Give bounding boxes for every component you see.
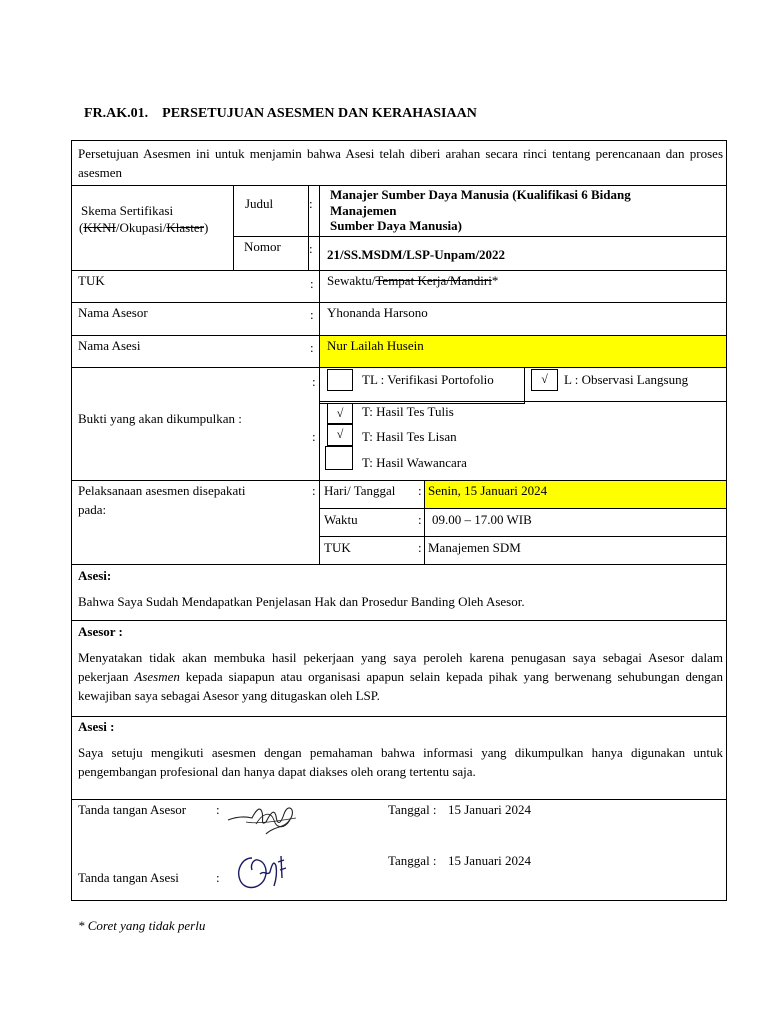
nomor-label: Nomor: [244, 239, 281, 254]
tanggal-asesor-value: 15 Januari 2024: [448, 802, 532, 817]
tanggal-asesor-label: Tanggal :: [388, 802, 437, 817]
hari-label: Hari/ Tanggal: [324, 483, 396, 498]
form-heading: PERSETUJUAN ASESMEN DAN KERAHASIAAN: [162, 106, 477, 121]
footnote: * Coret yang tidak perlu: [78, 918, 206, 933]
decl-asesi2-heading: Asesi :: [78, 719, 115, 734]
checkbox-tes-tulis[interactable]: √: [327, 403, 353, 424]
tanggal-asesi-value: 15 Januari 2024: [448, 853, 532, 868]
sign-asesi-colon: :: [216, 870, 220, 885]
asesi-signature-icon: [234, 850, 290, 894]
checkbox-tes-lisan[interactable]: √: [327, 424, 353, 446]
checkbox-wawancara[interactable]: [325, 446, 353, 470]
hari-value: Senin, 15 Januari 2024: [428, 483, 548, 498]
tuk-label: TUK: [78, 273, 105, 288]
judul-value-line1: Manajer Sumber Daya Manusia (Kualifikasi 6 Bidang: [330, 187, 631, 202]
nomor-colon: :: [309, 241, 313, 256]
judul-label: Judul: [245, 196, 274, 211]
judul-value-line3: Sumber Daya Manusia): [330, 218, 462, 233]
tanggal-asesi-label: Tanggal :: [388, 853, 437, 868]
skema-sub: (KKNI/Okupasi/Klaster): [79, 220, 209, 235]
decl-asesi1-heading: Asesi:: [78, 568, 112, 583]
waktu-label: Waktu: [324, 512, 358, 527]
judul-colon: :: [309, 196, 313, 211]
bukti-item-observasi-langsung: L : Observasi Langsung: [564, 372, 689, 387]
tuk2-colon: :: [418, 540, 422, 555]
bukti-colon-1: :: [312, 374, 316, 389]
bukti-item-tes-tulis: T: Hasil Tes Tulis: [362, 404, 454, 419]
bukti-item-verifikasi-portofolio: TL : Verifikasi Portofolio: [362, 372, 494, 387]
sign-asesor-colon: :: [216, 802, 220, 817]
nomor-value: 21/SS.MSDM/LSP-Unpam/2022: [327, 247, 506, 262]
tuk2-value: Manajemen SDM: [428, 540, 521, 555]
bukti-label: Bukti yang akan dikumpulkan :: [78, 411, 242, 426]
skema-label: Skema Sertifikasi: [81, 203, 174, 218]
sign-asesor-label: Tanda tangan Asesor: [78, 802, 187, 817]
decl-asesi1-text: Bahwa Saya Sudah Mendapatkan Penjelasan Hak dan Prosedur Banding Oleh Asesor.: [78, 594, 525, 609]
tuk-colon: :: [310, 276, 314, 291]
checkbox-verifikasi-portofolio[interactable]: [327, 369, 353, 391]
asesi-name-value: Nur Lailah Husein: [327, 338, 424, 353]
asesor-name-label: Nama Asesor: [78, 305, 148, 320]
hari-colon: :: [418, 483, 422, 498]
decl-asesi2-text: Saya setuju mengikuti asesmen dengan pemahaman bahwa informasi yang dikumpulkan hanya digunakan untuk pengembangan profesional dan hanya dapat diakses oleh orang tertentu saja.: [78, 745, 723, 779]
asesi-name-label: Nama Asesi: [78, 338, 141, 353]
asesor-colon: :: [310, 307, 314, 322]
decl-asesor-heading: Asesor :: [78, 624, 123, 639]
bukti-item-wawancara: T: Hasil Wawancara: [362, 455, 467, 470]
form-title: [84, 106, 477, 122]
sign-asesi-label: Tanda tangan Asesi: [78, 870, 179, 885]
asesor-signature-icon: [226, 800, 302, 836]
bukti-item-tes-lisan: T: Hasil Tes Lisan: [362, 429, 457, 444]
decl-asesor-text: Menyatakan tidak akan membuka hasil pekerjaan yang saya peroleh karena penugasan saya sebagai Asesor dalam pekerjaan Asesmen kepada siapapun atau organisasi apapun selain kepada pihak yang berwenang sehubungan dengan kewajiban saya sebagai Asesor yang ditugaskan oleh LSP.: [78, 650, 724, 703]
checkbox-observasi-langsung[interactable]: √: [531, 369, 558, 391]
asesor-name-value: Yhonanda Harsono: [327, 305, 428, 320]
tuk2-label: TUK: [324, 540, 351, 555]
waktu-value: 09.00 – 17.00 WIB: [432, 512, 532, 527]
tuk-value: Sewaktu/Tempat Kerja/Mandiri*: [327, 273, 499, 288]
form-code: FR.AK.01.: [84, 106, 149, 121]
judul-value-line2: Manajemen: [330, 203, 397, 218]
pelaksanaan-label-line2: pada:: [78, 502, 107, 517]
intro-text: Persetujuan Asesmen ini untuk menjamin bahwa Asesi telah diberi arahan secara rinci tentang perencanaan dan proses asesmen: [78, 146, 723, 180]
bukti-colon-2: :: [312, 429, 316, 444]
pelaksanaan-colon: :: [312, 483, 316, 498]
pelaksanaan-label-line1: Pelaksanaan asesmen disepakati: [78, 483, 246, 498]
waktu-colon: :: [418, 512, 422, 527]
asesi-colon: :: [310, 340, 314, 355]
